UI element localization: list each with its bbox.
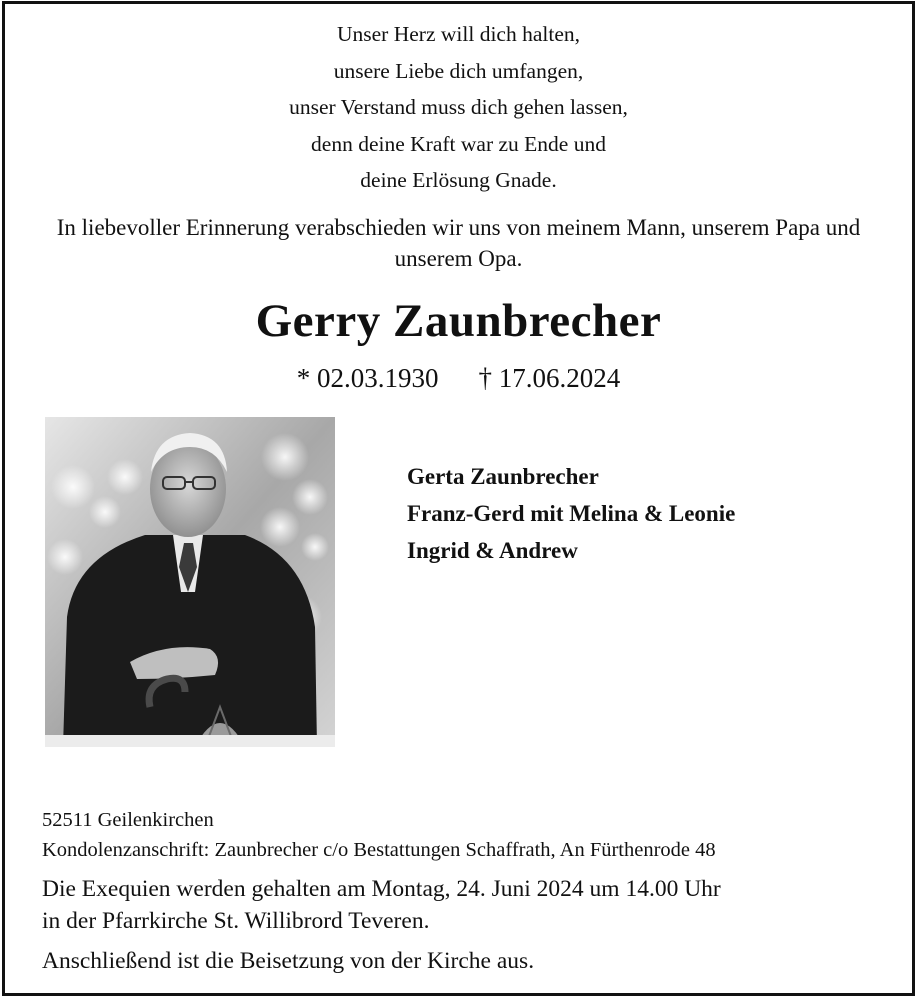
burial-info: Anschließend ist die Beisetzung von der Kirche aus. (42, 948, 535, 974)
address-block (42, 805, 892, 865)
mourner-name: Gerta Zaunbrecher (407, 464, 599, 489)
service-line: Die Exequien werden gehalten am Montag, 24. Juni 2024 um 14.00 Uhr (42, 876, 721, 902)
poem-line: Unser Herz will dich halten, (337, 22, 580, 46)
mourners-list (407, 458, 735, 569)
birth-date: * 02.03.1930 (296, 363, 439, 393)
intro-text: In liebevoller Erinnerung verabschieden wir uns von meinem Mann, unserem Papa und unserem Opa. (56, 215, 861, 271)
poem-line: unsere Liebe dich umfangen, (333, 58, 584, 83)
obituary-notice (2, 1, 915, 996)
poem-line: deine Erlösung Gnade. (360, 168, 557, 192)
poem-line: denn deine Kraft war zu Ende und (311, 131, 606, 156)
service-info (42, 873, 892, 937)
death-date: † 17.06.2024 (478, 363, 621, 393)
portrait-photo (45, 417, 335, 747)
poem (5, 16, 912, 199)
life-dates (5, 358, 912, 398)
mourner-name: Franz-Gerd mit Melina & Leonie (407, 501, 736, 526)
service-location: in der Pfarrkirche St. Willibrord Teveren. (42, 908, 430, 934)
condolence-address: Kondolenzanschrift: Zaunbrecher c/o Bestattungen Schaffrath, An Fürthenrode 48 (42, 839, 716, 861)
city-line: 52511 Geilenkirchen (42, 809, 214, 831)
deceased-name: Gerry Zaunbrecher (255, 295, 662, 347)
mourner-name: Ingrid & Andrew (407, 538, 578, 563)
poem-line: unser Verstand muss dich gehen lassen, (289, 95, 628, 119)
